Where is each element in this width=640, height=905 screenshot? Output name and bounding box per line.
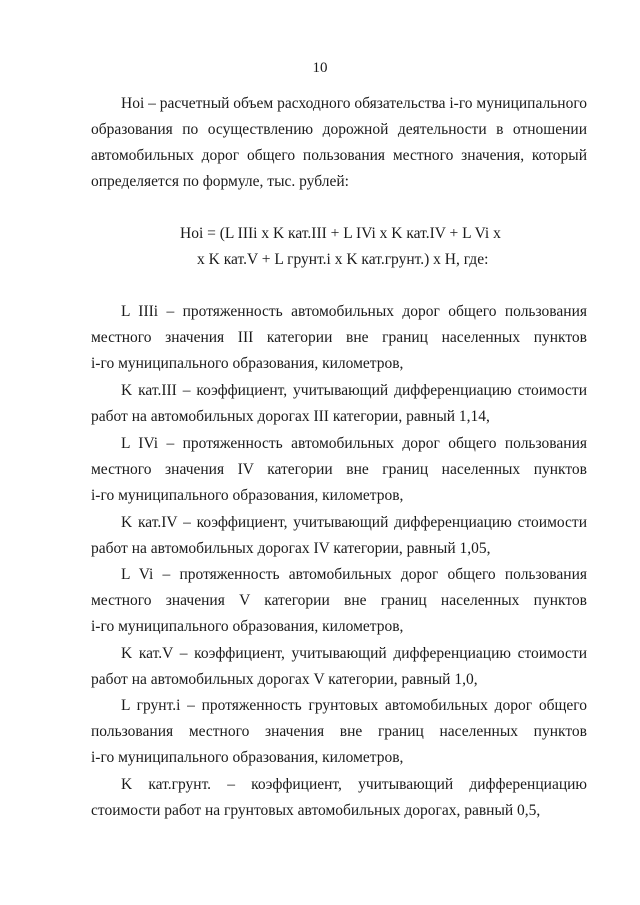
definition-line: L IIIi – протяженность автомобильных дорог общего пользования xyxy=(121,303,587,320)
intro-paragraph xyxy=(91,91,587,195)
definition-l-iv xyxy=(91,431,587,509)
intro-line: Hoi – расчетный объем расходного обязательства i-го муниципального xyxy=(121,95,588,112)
definition-line: L IVi – протяженность автомобильных дорог общего пользования xyxy=(121,435,587,452)
definition-line: i-го муниципального образования, километров, xyxy=(91,749,404,766)
definition-k-v xyxy=(91,641,587,693)
definition-line: i-го муниципального образования, километров, xyxy=(91,618,404,635)
definition-line: L грунт.i – протяженность грунтовых автомобильных дорог общего xyxy=(121,697,587,714)
definition-line: K кат.IV – коэффициент, учитывающий дифференциацию стоимости xyxy=(121,514,587,531)
definition-line: местного значения IV категории вне границ населенных пунктов xyxy=(91,461,587,478)
definition-line: местного значения V категории вне границ населенных пунктов xyxy=(91,592,587,609)
definition-line: L Vi – протяженность автомобильных дорог общего пользования xyxy=(121,566,587,583)
definition-line: работ на автомобильных дорогах III категории, равный 1,14, xyxy=(91,408,490,425)
definition-l-grunt xyxy=(91,693,587,771)
definition-line: i-го муниципального образования, километров, xyxy=(91,487,404,504)
intro-line: определяется по формуле, тыс. рублей: xyxy=(91,173,349,190)
formula xyxy=(0,221,640,273)
definition-line: K кат.V – коэффициент, учитывающий дифференциацию стоимости xyxy=(121,645,587,662)
definition-line: стоимости работ на грунтовых автомобильных дорогах, равный 0,5, xyxy=(91,802,541,819)
definition-line: работ на автомобильных дорогах IV категории, равный 1,05, xyxy=(91,540,491,557)
definition-line: i-го муниципального образования, километров, xyxy=(91,355,404,372)
definition-line: K кат.грунт. – коэффициент, учитывающий дифференциацию xyxy=(121,776,587,793)
definition-l-iii xyxy=(91,299,587,377)
formula-line: x K кат.V + L грунт.i x K кат.грунт.) x H, где: xyxy=(197,251,489,268)
definition-l-v xyxy=(91,562,587,640)
formula-line: Hoi = (L IIIi x K кат.III + L IVi x K кат.IV + L Vi x xyxy=(180,225,501,242)
intro-line: образования по осуществлению дорожной деятельности в отношении xyxy=(91,121,587,138)
definition-k-grunt xyxy=(91,772,587,824)
intro-line: автомобильных дорог общего пользования местного значения, который xyxy=(91,147,587,164)
definition-k-iv xyxy=(91,510,587,562)
definition-line: работ на автомобильных дорогах V категории, равный 1,0, xyxy=(91,671,478,688)
page-number: 10 xyxy=(312,60,328,76)
definition-line: пользования местного значения вне границ населенных пунктов xyxy=(91,723,587,740)
definition-line: местного значения III категории вне границ населенных пунктов xyxy=(91,329,587,346)
definition-k-iii xyxy=(91,378,587,430)
definition-line: K кат.III – коэффициент, учитывающий дифференциацию стоимости xyxy=(121,382,587,399)
